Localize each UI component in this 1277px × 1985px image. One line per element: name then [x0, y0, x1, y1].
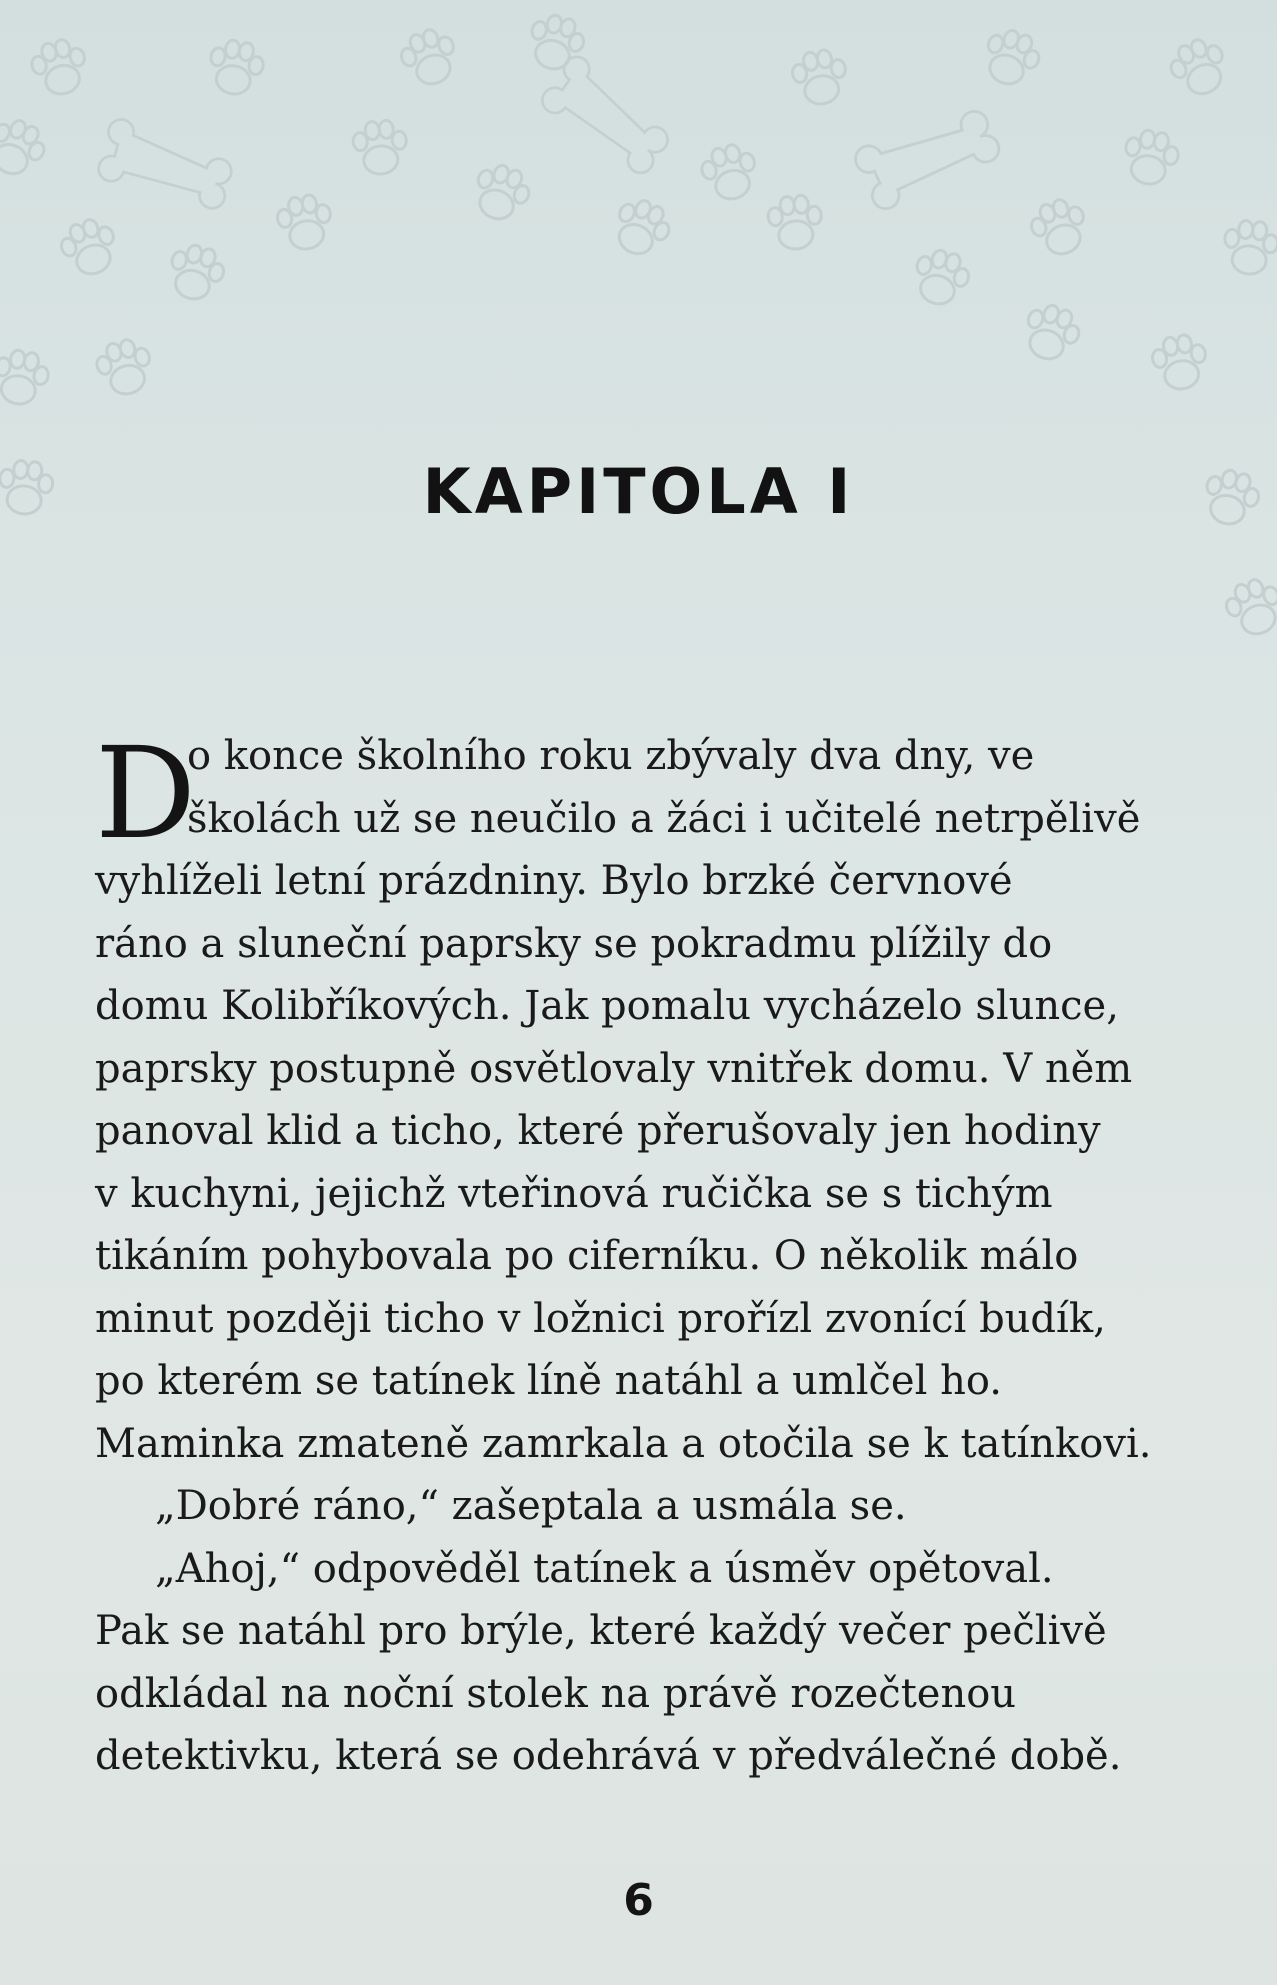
paw-bone-pattern [0, 0, 1277, 640]
paw-print-icon [274, 192, 335, 253]
page-number: 6 [623, 1875, 654, 1926]
paw-print-icon [27, 35, 92, 100]
paw-print-icon [789, 47, 850, 108]
text-line: vyhlíželi letní prázdniny. Bylo brzké červnové [95, 858, 1013, 904]
bone-icon [96, 117, 237, 211]
text-line: tikáním pohybovala po ciferníku. O několik málo [95, 1233, 1079, 1279]
text-line: Maminka zmateně zamrkala a otočila se k tatínkovi. [95, 1420, 1152, 1467]
text-line: ráno a sluneční paprsky se pokradmu plížily do [95, 920, 1053, 967]
paw-print-icon [164, 240, 229, 305]
paw-print-icon [92, 335, 157, 400]
paw-print-icon [352, 119, 409, 176]
paw-print-icon [1164, 32, 1234, 102]
bone-icon [851, 95, 1003, 213]
paw-print-icon [977, 24, 1045, 92]
dialogue-line: „Ahoj,“ odpověděl tatínek a úsměv opětoval. [155, 1545, 1054, 1592]
paw-print-icon [56, 214, 124, 282]
chapter-title: KAPITOLA I [422, 455, 855, 528]
paw-print-icon [606, 193, 676, 263]
text-line: po kterém se tatínek líně natáhl a umlčel ho. [95, 1358, 1002, 1404]
drop-cap: D [95, 720, 197, 867]
bone-icon [537, 52, 679, 178]
paw-print-icon [1017, 299, 1085, 367]
text-line: paprsky postupně osvětlovaly vnitřek domu. V něm [95, 1045, 1133, 1092]
text-line: odkládal na noční stolek na právě rozečtenou [95, 1670, 1017, 1717]
paw-print-icon [467, 159, 535, 227]
paw-print-icon [1149, 332, 1210, 393]
text-line: panoval klid a ticho, které přerušovaly jen hodiny [95, 1108, 1101, 1154]
paw-print-icon [1221, 574, 1277, 640]
dialogue-line: „Dobré ráno,“ zašeptala a usmála se. [155, 1483, 907, 1529]
paw-print-icon [396, 24, 464, 92]
text-line: v kuchyni, jejichž vteřinová ručička se s tichým [95, 1170, 1053, 1217]
chapter-body-text [95, 720, 1152, 1788]
paw-print-icon [909, 245, 974, 310]
text-line: minut později ticho v ložnici prořízl zvonící budík, [95, 1295, 1106, 1342]
paw-print-icon [1120, 127, 1181, 188]
paw-print-icon [1222, 219, 1277, 276]
text-line: detektivku, která se odehrává v předválečné době. [95, 1733, 1122, 1779]
paw-print-icon [524, 10, 589, 75]
text-line: Pak se natáhl pro brýle, které každý večer pečlivě [95, 1608, 1107, 1654]
paw-print-icon [0, 347, 52, 408]
text-line: domu Kolibříkových. Jak pomalu vycházelo slunce, [95, 983, 1119, 1029]
paw-print-icon [0, 113, 52, 183]
text-line: o konce školního roku zbývaly dva dny, ve [187, 733, 1035, 779]
paw-print-icon [767, 194, 824, 251]
paw-print-icon [205, 37, 266, 98]
paw-print-icon [1026, 194, 1094, 262]
paw-print-icon [697, 140, 762, 205]
text-line: školách už se neučilo a žáci i učitelé netrpělivě [187, 795, 1141, 842]
